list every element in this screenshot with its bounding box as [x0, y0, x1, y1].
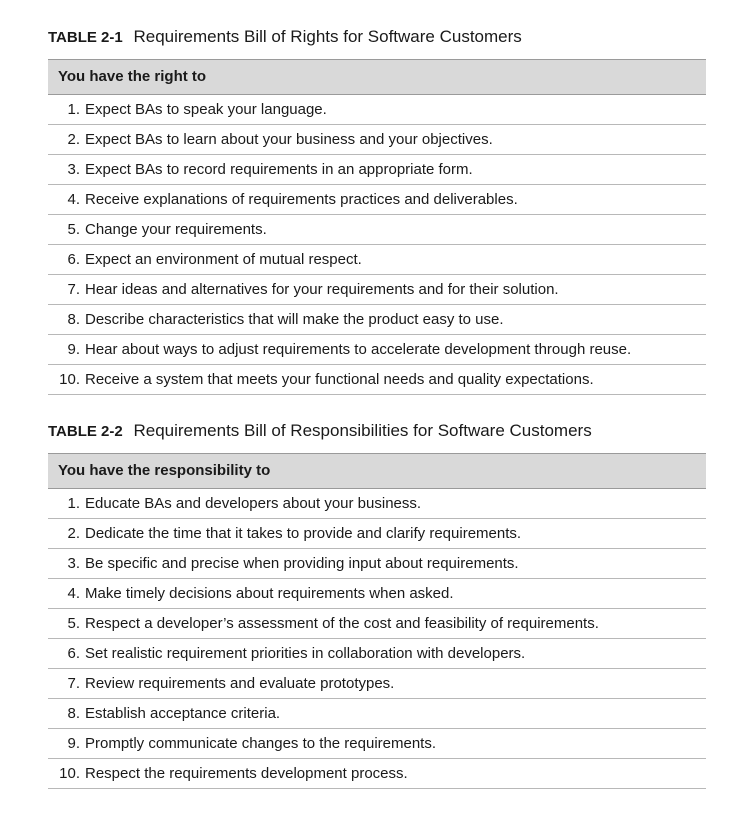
row-text: Hear about ways to adjust requirements to accelerate development through reuse. — [85, 341, 632, 358]
table-row — [48, 609, 706, 639]
table-row — [48, 185, 706, 215]
row-text: Set realistic requirement priorities in collaboration with developers. — [85, 645, 526, 662]
row-number: 1. — [67, 495, 80, 512]
row-number: 5. — [67, 221, 80, 238]
row-number: 4. — [67, 585, 80, 602]
row-number: 6. — [67, 645, 80, 662]
row-number: 7. — [67, 281, 80, 298]
row-text: Receive a system that meets your functional needs and quality expectations. — [85, 371, 594, 388]
table-caption — [48, 418, 706, 444]
row-text: Describe characteristics that will make the product easy to use. — [85, 311, 504, 328]
row-text: Hear ideas and alternatives for your requirements and for their solution. — [85, 281, 559, 298]
row-text: Respect a developer’s assessment of the cost and feasibility of requirements. — [85, 615, 599, 632]
table-title: Requirements Bill of Responsibilities for Software Customers — [133, 421, 592, 440]
row-number: 10. — [59, 765, 80, 782]
table-row — [48, 155, 706, 185]
table-row — [48, 489, 706, 519]
row-text: Review requirements and evaluate prototypes. — [85, 675, 395, 692]
row-number: 4. — [67, 191, 80, 208]
row-number: 2. — [67, 525, 80, 542]
table-row — [48, 365, 706, 395]
row-text: Respect the requirements development process. — [85, 765, 408, 782]
row-number: 8. — [67, 705, 80, 722]
row-number: 8. — [67, 311, 80, 328]
table-row — [48, 215, 706, 245]
row-number: 5. — [67, 615, 80, 632]
row-number: 7. — [67, 675, 80, 692]
table-row — [48, 95, 706, 125]
table-label: TABLE 2-1 — [48, 29, 123, 46]
row-text: Be specific and precise when providing input about requirements. — [85, 555, 519, 572]
table-header: You have the responsibility to — [48, 453, 706, 489]
table-responsibilities — [48, 418, 706, 789]
row-number: 3. — [67, 161, 80, 178]
row-number: 2. — [67, 131, 80, 148]
row-text: Make timely decisions about requirements when asked. — [85, 585, 454, 602]
row-text: Dedicate the time that it takes to provide and clarify requirements. — [85, 525, 522, 542]
row-number: 10. — [59, 371, 80, 388]
table-row — [48, 519, 706, 549]
row-text: Change your requirements. — [85, 221, 267, 238]
table-row — [48, 275, 706, 305]
table-row — [48, 305, 706, 335]
row-text: Expect BAs to speak your language. — [85, 101, 327, 118]
table-row — [48, 549, 706, 579]
table-caption — [48, 24, 706, 50]
table-label: TABLE 2-2 — [48, 423, 123, 440]
row-text: Promptly communicate changes to the requirements. — [85, 735, 436, 752]
table-row — [48, 335, 706, 365]
table-row — [48, 669, 706, 699]
row-number: 1. — [67, 101, 80, 118]
row-text: Receive explanations of requirements practices and deliverables. — [85, 191, 518, 208]
table-row — [48, 579, 706, 609]
row-number: 6. — [67, 251, 80, 268]
row-text: Expect BAs to record requirements in an appropriate form. — [85, 161, 473, 178]
table-header: You have the right to — [48, 59, 706, 95]
table-body — [48, 489, 706, 789]
row-text: Educate BAs and developers about your business. — [85, 495, 422, 512]
table-row — [48, 639, 706, 669]
table-title: Requirements Bill of Rights for Software Customers — [133, 27, 522, 46]
table-rights — [48, 24, 706, 395]
table-row — [48, 245, 706, 275]
row-text: Expect BAs to learn about your business and your objectives. — [85, 131, 493, 148]
table-row — [48, 699, 706, 729]
table-row — [48, 125, 706, 155]
row-text: Expect an environment of mutual respect. — [85, 251, 362, 268]
table-body — [48, 95, 706, 395]
row-number: 9. — [67, 735, 80, 752]
table-row — [48, 729, 706, 759]
row-text: Establish acceptance criteria. — [85, 705, 281, 722]
table-row — [48, 759, 706, 789]
row-number: 3. — [67, 555, 80, 572]
row-number: 9. — [67, 341, 80, 358]
